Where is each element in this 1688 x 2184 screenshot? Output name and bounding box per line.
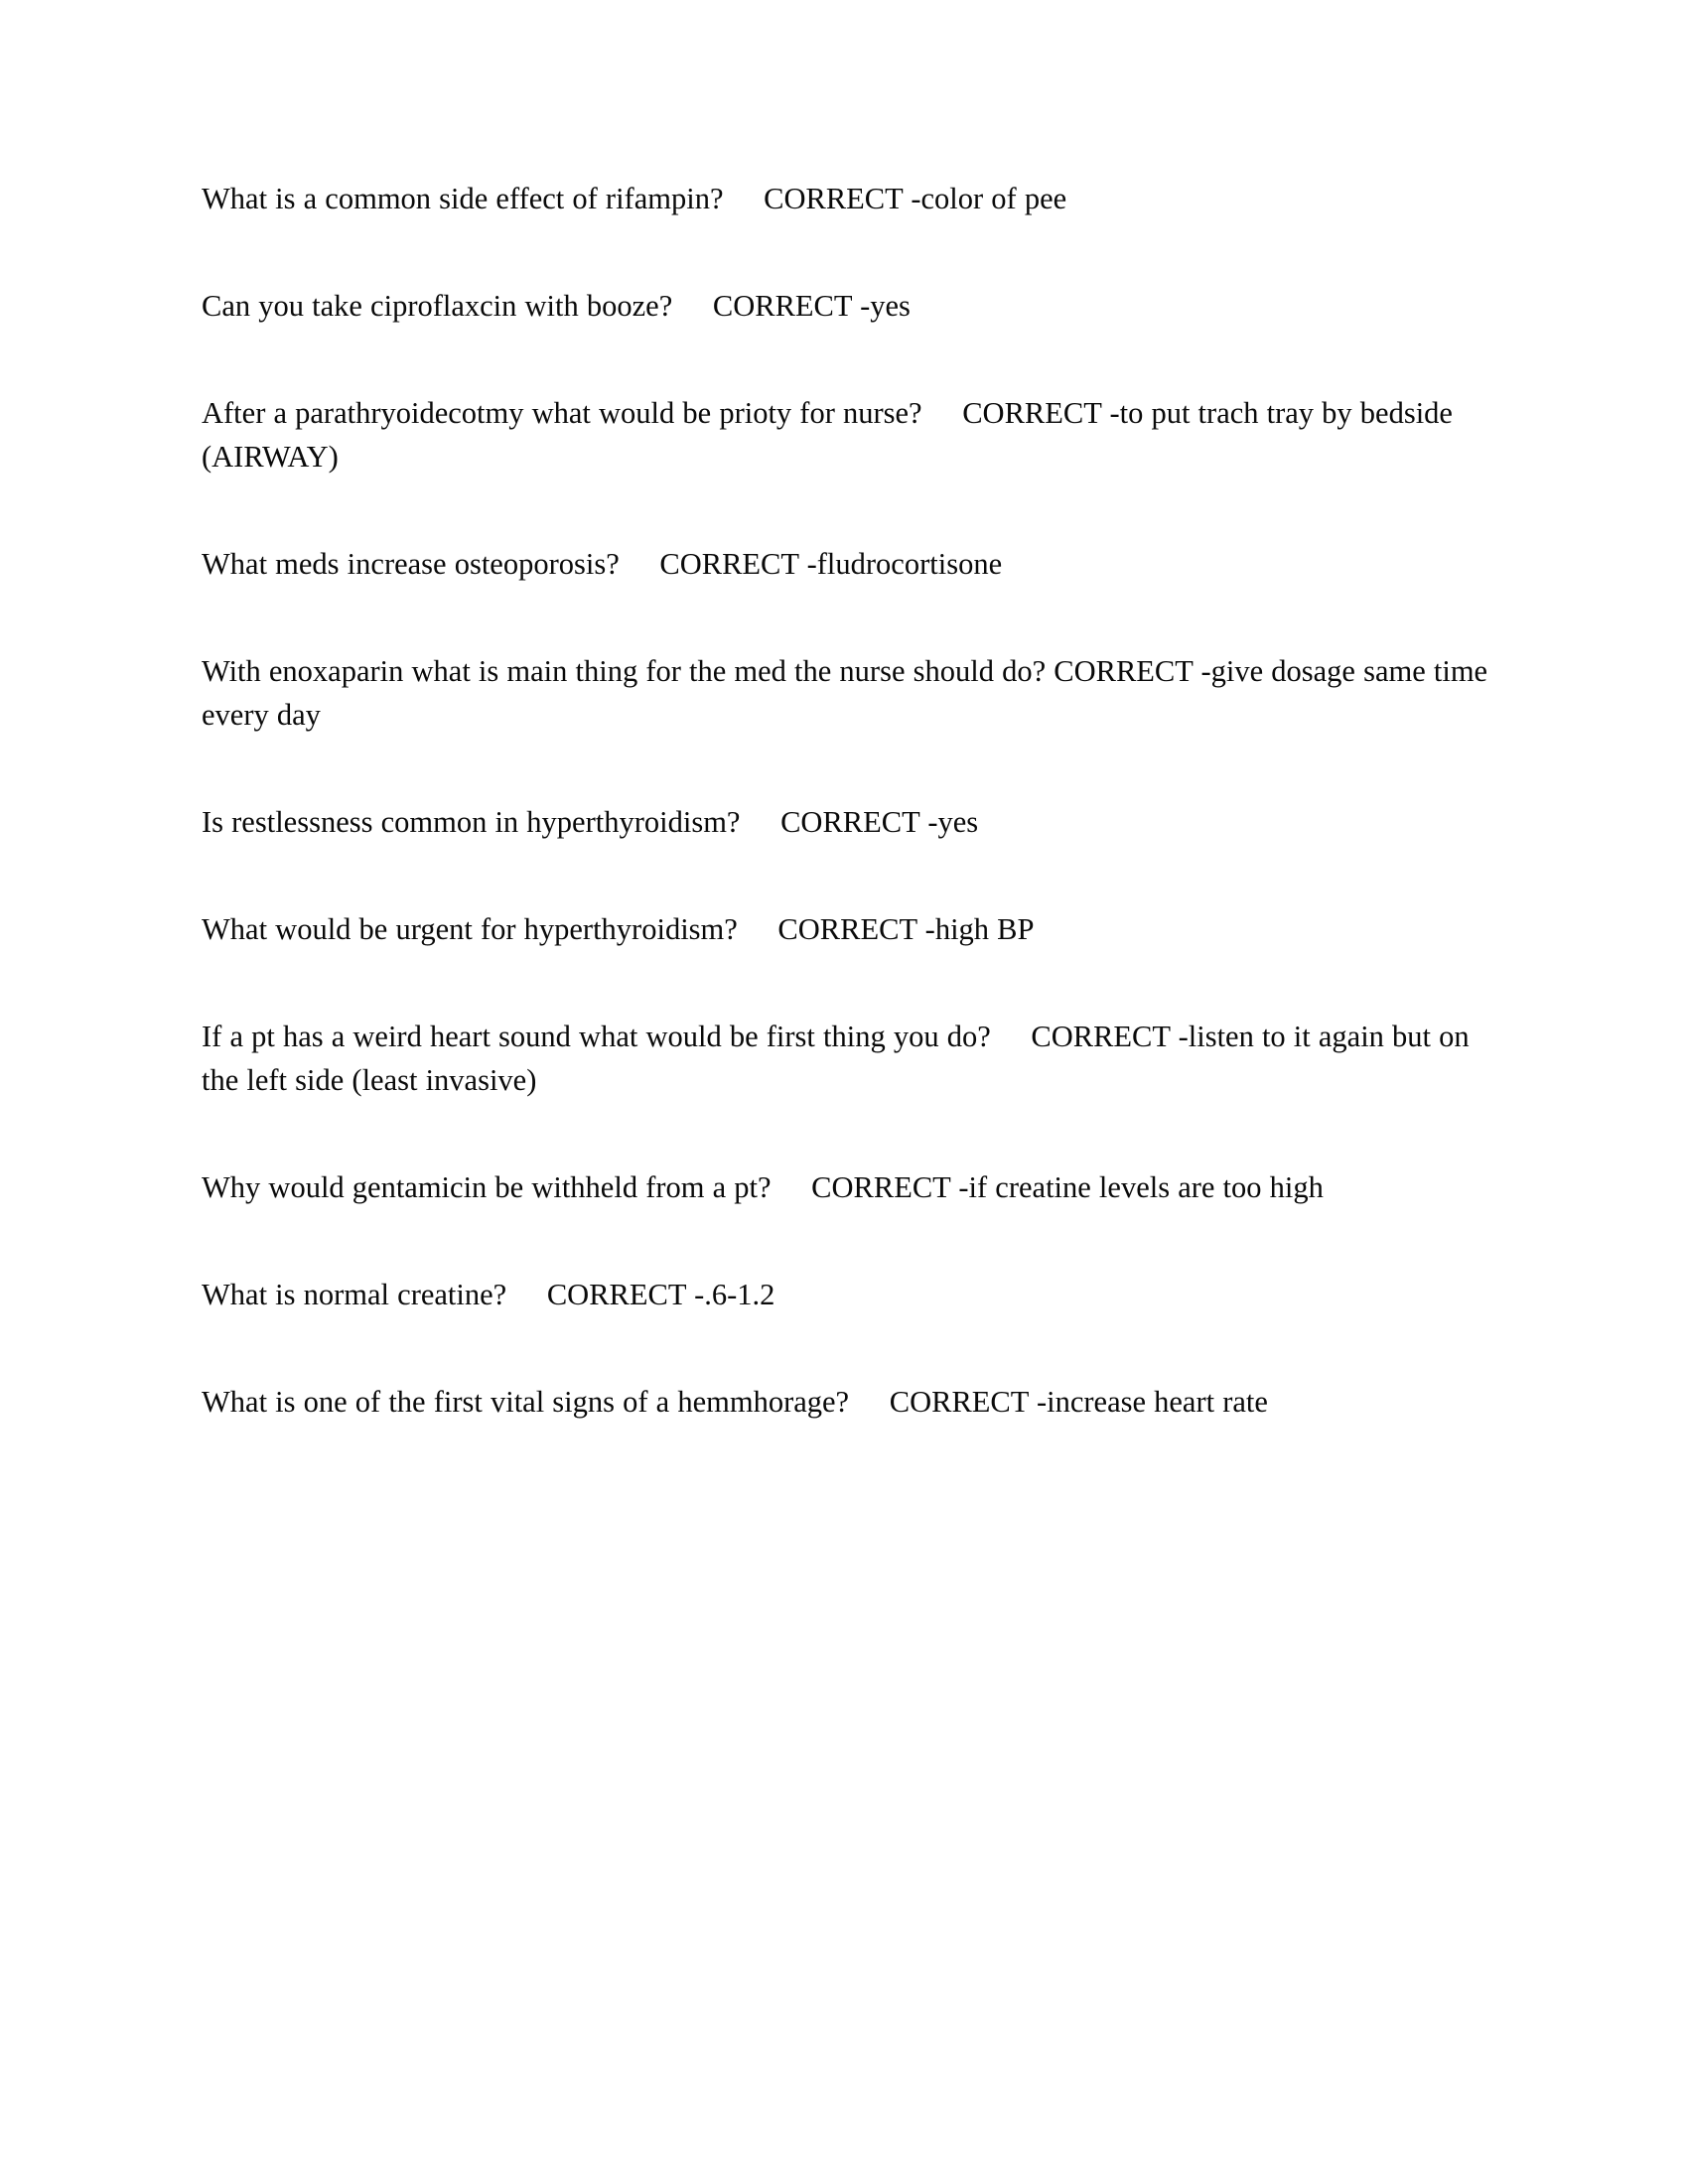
answer-text: CORRECT -to put trach tray by bedside (AIRWAY) — [202, 396, 1453, 474]
qa-separator-gap — [772, 1170, 812, 1204]
question-text: What meds increase osteoporosis? — [202, 547, 620, 581]
qa-block — [202, 391, 1492, 478]
qa-block — [202, 177, 1492, 220]
qa-block — [202, 1165, 1492, 1209]
question-text: What is one of the first vital signs of a hemmhorage? — [202, 1385, 850, 1419]
answer-text: CORRECT -high BP — [777, 912, 1035, 946]
qa-block — [202, 284, 1492, 328]
qa-separator-gap — [738, 912, 778, 946]
qa-block — [202, 800, 1492, 844]
question-text: Is restlessness common in hyperthyroidism? — [202, 805, 741, 839]
document-body — [202, 177, 1492, 1424]
question-text: If a pt has a weird heart sound what would be first thing you do? — [202, 1020, 991, 1053]
answer-text: CORRECT -yes — [712, 289, 911, 323]
question-text: Why would gentamicin be withheld from a pt? — [202, 1170, 772, 1204]
qa-block — [202, 649, 1492, 737]
answer-text: CORRECT -yes — [780, 805, 979, 839]
qa-separator-gap — [922, 396, 963, 430]
qa-separator-gap — [849, 1385, 890, 1419]
answer-text: CORRECT -if creatine levels are too high — [811, 1170, 1324, 1204]
question-text: What is a common side effect of rifampin? — [202, 182, 724, 215]
answer-text: CORRECT -give dosage same time every day — [202, 654, 1488, 732]
answer-text: CORRECT -fludrocortisone — [659, 547, 1003, 581]
question-text: Can you take ciproflaxcin with booze? — [202, 289, 673, 323]
answer-text: CORRECT -.6-1.2 — [546, 1278, 775, 1311]
question-text: What would be urgent for hyperthyroidism? — [202, 912, 738, 946]
question-text: After a parathryoidecotmy what would be prioty for nurse? — [202, 396, 922, 430]
answer-text: CORRECT -listen to it again but on the left side (least invasive) — [202, 1020, 1470, 1097]
qa-separator-gap — [724, 182, 765, 215]
question-text: With enoxaparin what is main thing for the med the nurse should do? — [202, 654, 1047, 688]
qa-block — [202, 907, 1492, 951]
qa-block — [202, 542, 1492, 586]
qa-separator-gap — [740, 805, 780, 839]
qa-separator-gap — [672, 289, 713, 323]
qa-block — [202, 1015, 1492, 1102]
qa-block — [202, 1380, 1492, 1424]
answer-text: CORRECT -color of pee — [764, 182, 1067, 215]
qa-block — [202, 1273, 1492, 1316]
question-text: What is normal creatine? — [202, 1278, 507, 1311]
qa-separator-gap — [506, 1278, 547, 1311]
qa-separator-gap — [991, 1020, 1032, 1053]
qa-separator-gap — [620, 547, 660, 581]
answer-text: CORRECT -increase heart rate — [889, 1385, 1268, 1419]
